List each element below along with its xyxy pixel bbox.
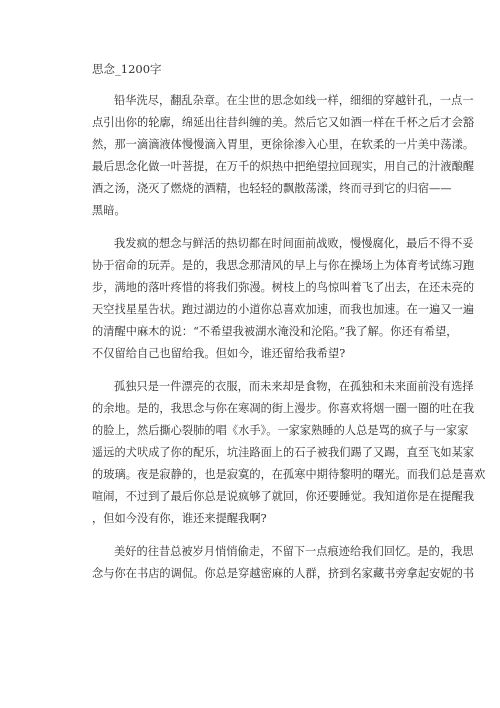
text-line: 不仅留给自己也留给我。但如今，谁还留给我希望? — [92, 347, 346, 360]
text-line: 然，那一滴滴液体慢慢滴入胃里，更徐徐渗入心里，在软柔的一片美中荡漾。 — [92, 138, 475, 151]
text-line: 点引出你的轮廓，绵延出往昔纠缠的美。然后它又如酒一样在千杯之后才会豁 — [92, 116, 475, 129]
text-line: ，但如今没有你，谁还来提醒我啊? — [92, 512, 267, 525]
text-line: 孤独只是一件漂亮的衣服，而未来却是食物，在孤独和未来面前没有选择 — [114, 380, 474, 393]
text-line: 步，满地的落叶疼惜的将我们弥漫。树枝上的鸟惊叫着飞了出去，在还未亮的 — [92, 281, 475, 294]
text-line: 我发疯的想念与鲜活的热切都在时间面前战败，慢慢腐化，最后不得不妥 — [114, 237, 474, 250]
text-line: 最后思念化做一叶菩提，在万千的炽热中把绝望拉回现实，用自己的汁液酿醒 — [92, 160, 475, 173]
text-line: 协于宿命的玩弄。是的，我思念那清风的早上与你在操场上为体育考试练习跑 — [92, 259, 475, 272]
text-line: 的余地。是的，我思念与你在寒凋的街上漫步。你喜欢将烟一圈一圈的吐在我 — [92, 402, 475, 415]
text-line: 美好的往昔总被岁月悄悄偷走，不留下一点痕迹给我们回忆。是的，我思 — [114, 545, 474, 558]
paragraph-3 — [92, 376, 486, 530]
text-line: 念与你在书店的调侃。你总是穿越密麻的人群，挤到名家藏书旁拿起安妮的书 — [92, 567, 475, 580]
text-line: 的脸上，然后撕心裂肺的唱《水手》。一家家熟睡的人总是骂的疯子与一家家 — [92, 424, 469, 437]
document-title: 思念_1200字 — [92, 62, 162, 76]
document-page — [92, 62, 486, 596]
text-line: 黑暗。 — [92, 204, 126, 217]
paragraph-2 — [92, 233, 475, 365]
paragraph-4 — [92, 541, 475, 585]
text-line: 的玻璃。夜是寂静的，也是寂寞的，在孤寒中期待黎明的曙光。而我们总是喜欢 — [92, 468, 486, 481]
text-line: 天空找星星告状。跑过湖边的小道你总喜欢加速，而我也加速。在一遍又一遍 — [92, 303, 475, 316]
text-line: 遥远的犬吠成了你的配乐，坑洼路面上的石子被我们踢了又踢，直至飞如某家 — [92, 446, 475, 459]
text-line: 铅华洗尽，翻乱杂章。在尘世的思念如线一样，细细的穿越针孔，一点一 — [114, 94, 474, 107]
text-line: 的清醒中麻木的说：“不希望我被湖水淹没和沦陷。”我了解。你还有希望， — [92, 325, 458, 338]
text-line: 酒之汤，浇灭了燃烧的酒精，也轻轻的飘散荡漾，终而寻到它的归宿—— — [92, 182, 452, 195]
paragraph-1 — [92, 90, 475, 222]
text-line: 喧闹，不过到了最后你总是说疯够了就回，你还要睡觉。我知道你是在提醒我 — [92, 490, 475, 503]
